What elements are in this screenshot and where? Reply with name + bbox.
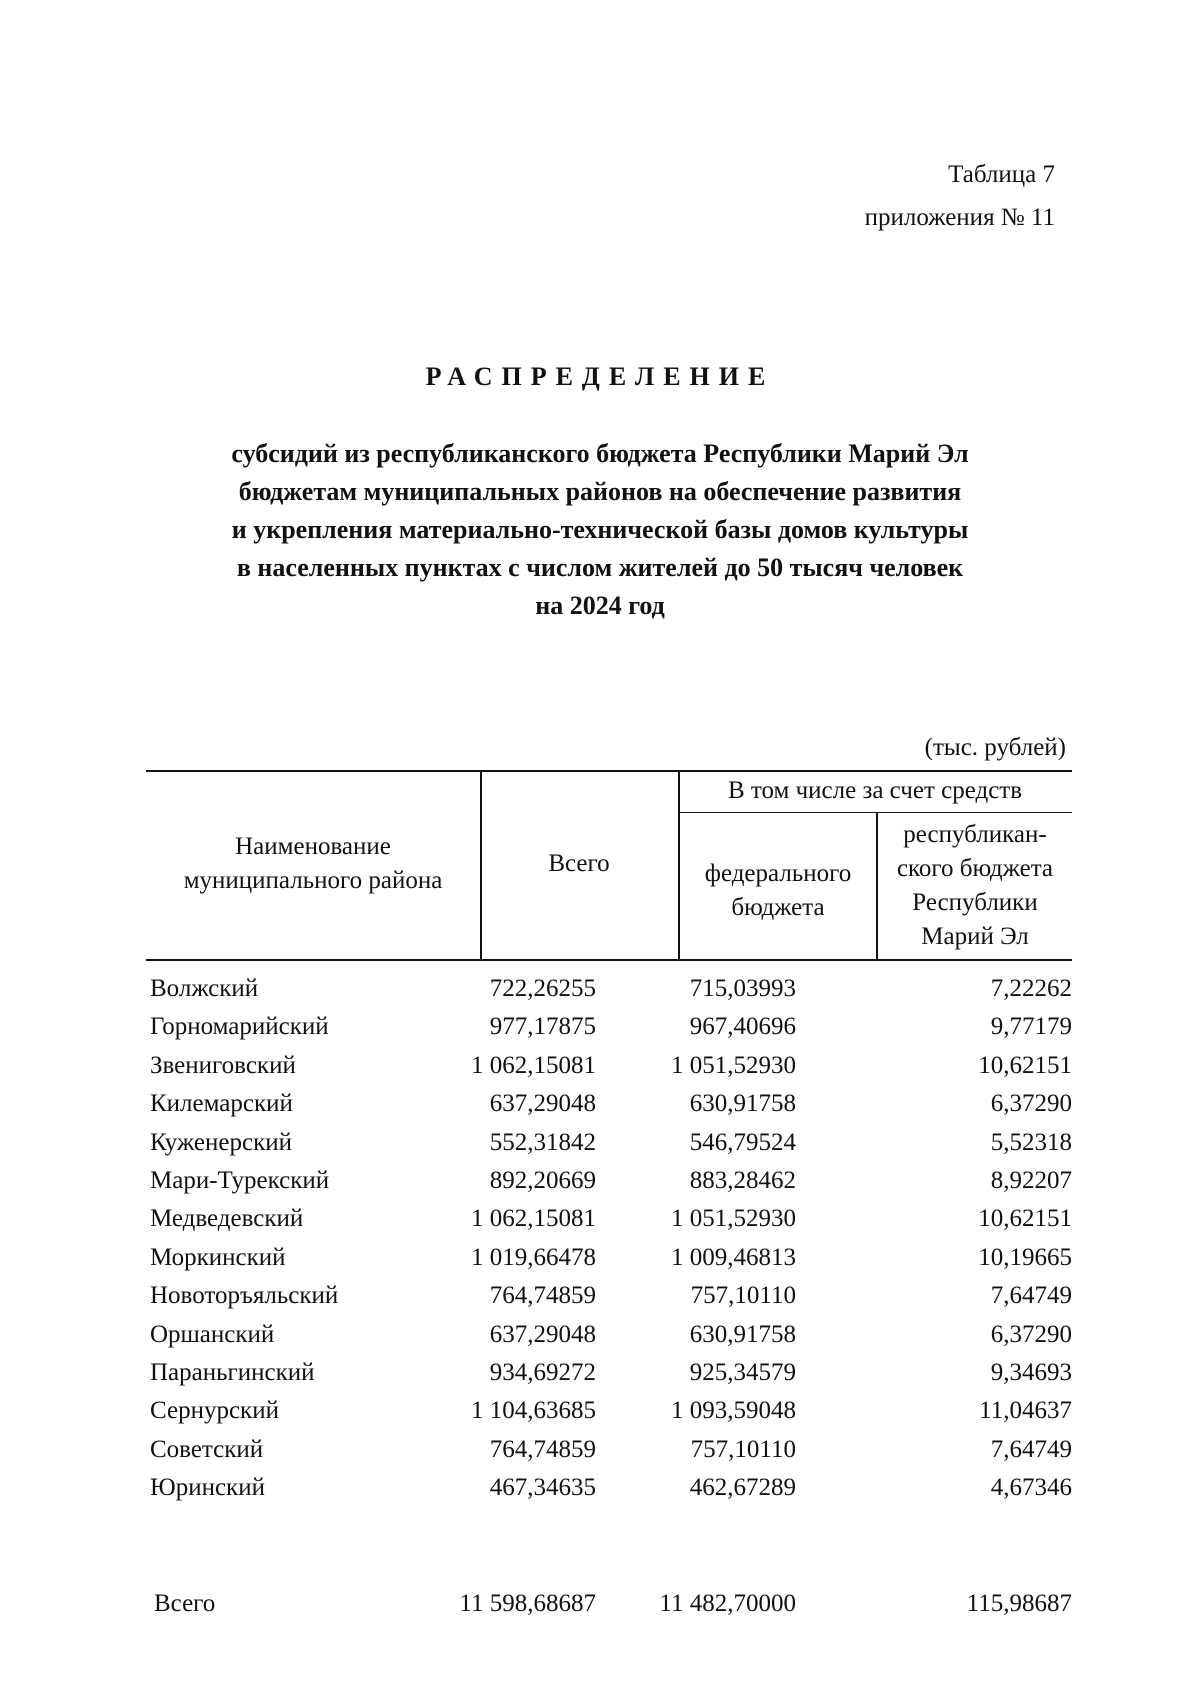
- header-line: Наименование: [235, 833, 391, 860]
- units-label: (тыс. рублей): [924, 734, 1066, 761]
- federal-value: 630,91758: [689, 1090, 796, 1118]
- republic-value: 9,77179: [990, 1013, 1072, 1041]
- table-row: [146, 1321, 1072, 1359]
- total-value: 1 062,15081: [471, 1051, 596, 1079]
- federal-value: 11 482,70000: [659, 1590, 796, 1617]
- total-label: Всего: [154, 1590, 216, 1617]
- federal-value: 462,67289: [689, 1474, 796, 1502]
- table-header: [146, 770, 1072, 960]
- table-body: [146, 975, 1072, 1512]
- table-row: [146, 1205, 1072, 1243]
- total-value: 11 598,68687: [459, 1590, 596, 1617]
- table-total-row: [146, 1590, 1072, 1628]
- subtitle-line: на 2024 год: [535, 591, 665, 620]
- district-name: Горномарийский: [150, 1013, 329, 1041]
- table-number-label: Таблица 7: [948, 161, 1055, 188]
- total-value: 892,20669: [489, 1166, 596, 1194]
- header-line: Республики: [912, 889, 1038, 916]
- document-title: РАСПРЕДЕЛЕНИЕ: [425, 362, 775, 391]
- republic-value: 8,92207: [990, 1166, 1072, 1194]
- total-value: 764,74859: [489, 1282, 596, 1310]
- header-top-rule: [146, 770, 1072, 772]
- republic-value: 6,37290: [990, 1090, 1072, 1118]
- federal-value: 925,34579: [689, 1358, 796, 1386]
- total-value: 637,29048: [489, 1090, 596, 1118]
- republic-value: 10,62151: [978, 1205, 1072, 1233]
- table-row: [146, 1167, 1072, 1205]
- republic-value: 6,37290: [990, 1320, 1072, 1348]
- header-line: республикан-: [903, 821, 1047, 848]
- federal-value: 1 051,52930: [671, 1205, 796, 1233]
- column-header-group: В том числе за счет средств: [727, 777, 1023, 804]
- district-name: Советский: [150, 1435, 264, 1463]
- district-name: Сернурский: [150, 1397, 279, 1425]
- header-bottom-rule: [146, 959, 1072, 961]
- document-subtitle: [0, 435, 1200, 625]
- republic-value: 11,04637: [979, 1397, 1072, 1425]
- federal-value: 1 093,59048: [671, 1397, 796, 1425]
- total-value: 1 019,66478: [471, 1243, 596, 1271]
- total-value: 934,69272: [489, 1358, 596, 1386]
- header-line: Марий Эл: [921, 923, 1029, 950]
- table-row: [146, 1013, 1072, 1051]
- total-value: 764,74859: [489, 1435, 596, 1463]
- district-name: Оршанский: [150, 1320, 275, 1348]
- header-line: бюджета: [731, 894, 825, 921]
- republic-value: 7,22262: [990, 975, 1072, 1002]
- subtitle-line: бюджетам муниципальных районов на обеспечение развития: [238, 477, 962, 506]
- district-name: Волжский: [150, 975, 259, 1002]
- subtitle-line: и укрепления материально-технической базы домов культуры: [231, 515, 969, 544]
- column-header-name: [146, 830, 480, 898]
- header-line: муниципального района: [183, 867, 443, 894]
- header-line: федерального: [704, 860, 852, 887]
- table-row: [146, 1397, 1072, 1435]
- republic-value: 10,62151: [978, 1051, 1072, 1079]
- federal-value: 757,10110: [690, 1435, 796, 1463]
- federal-value: 967,40696: [689, 1013, 796, 1041]
- table-row: [146, 1244, 1072, 1282]
- total-value: 467,34635: [489, 1474, 596, 1502]
- subtitle-line: субсидий из республиканского бюджета Республики Марий Эл: [231, 439, 969, 468]
- republic-value: 4,67346: [990, 1474, 1072, 1502]
- federal-value: 883,28462: [689, 1166, 796, 1194]
- federal-value: 630,91758: [689, 1320, 796, 1348]
- federal-value: 757,10110: [690, 1282, 796, 1310]
- district-name: Новоторъяльский: [150, 1282, 339, 1310]
- table-row: [146, 1282, 1072, 1320]
- table-row: [146, 1090, 1072, 1128]
- appendix-label: приложения № 11: [864, 204, 1055, 231]
- column-header-total: Всего: [548, 850, 610, 877]
- district-name: Звениговский: [150, 1051, 296, 1079]
- table-row: [146, 1436, 1072, 1474]
- republic-value: 7,64749: [990, 1435, 1072, 1463]
- total-value: 1 104,63685: [471, 1397, 596, 1425]
- subtitle-line: в населенных пунктах с числом жителей до 50 тысяч человек: [236, 553, 964, 582]
- total-value: 1 062,15081: [471, 1205, 596, 1233]
- federal-value: 1 009,46813: [671, 1243, 796, 1271]
- table-row: [146, 1474, 1072, 1512]
- republic-value: 10,19665: [978, 1243, 1072, 1271]
- table-row: [146, 1359, 1072, 1397]
- total-value: 552,31842: [489, 1128, 596, 1156]
- total-value: 637,29048: [489, 1320, 596, 1348]
- district-name: Параньгинский: [150, 1358, 315, 1386]
- district-name: Куженерский: [150, 1128, 292, 1156]
- federal-value: 1 051,52930: [671, 1051, 796, 1079]
- column-header-republic: [878, 818, 1072, 954]
- district-name: Мари-Турекский: [150, 1166, 330, 1194]
- republic-value: 115,98687: [966, 1590, 1072, 1617]
- district-name: Медведевский: [150, 1205, 304, 1233]
- republic-value: 5,52318: [990, 1128, 1072, 1156]
- federal-value: 546,79524: [689, 1128, 796, 1156]
- federal-value: 715,03993: [689, 975, 796, 1002]
- table-row: [146, 1129, 1072, 1167]
- republic-value: 9,34693: [990, 1358, 1072, 1386]
- district-name: Юринский: [150, 1474, 265, 1502]
- table-row: [146, 1052, 1072, 1090]
- column-header-federal: [680, 857, 876, 925]
- republic-value: 7,64749: [990, 1282, 1072, 1310]
- header-group-rule: [678, 812, 1072, 813]
- header-line: ского бюджета: [896, 855, 1054, 882]
- table-row: [146, 975, 1072, 1013]
- district-name: Килемарский: [150, 1090, 293, 1118]
- total-value: 722,26255: [489, 975, 596, 1002]
- total-value: 977,17875: [489, 1013, 596, 1041]
- district-name: Моркинский: [150, 1243, 286, 1271]
